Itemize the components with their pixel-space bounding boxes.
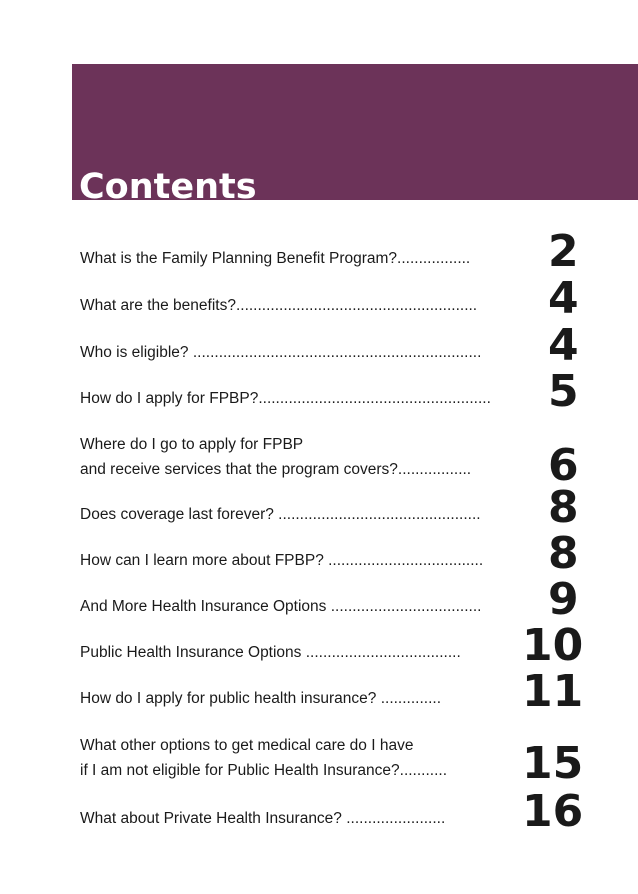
toc-entry-line: What about Private Health Insurance? .......................	[80, 810, 446, 827]
toc-entry-title	[80, 293, 477, 318]
toc-entry-title	[80, 432, 471, 482]
toc-entry-title	[80, 386, 491, 411]
toc-entry-line: and receive services that the program covers?.................	[80, 461, 472, 478]
toc-entry-line: if I am not eligible for Public Health Insurance?...........	[80, 762, 448, 779]
toc-entry-title	[80, 806, 445, 831]
toc-page-number: 9	[548, 574, 579, 625]
toc-page-number: 15	[522, 738, 584, 789]
toc-entry-line: How can I learn more about FPBP? ....................................	[80, 552, 484, 569]
toc-entry-line: And More Health Insurance Options ...................................	[80, 598, 482, 615]
toc-page-number: 4	[548, 273, 579, 324]
toc-entry-title	[80, 594, 481, 619]
toc-entry-line: How do I apply for FPBP?......................................................	[80, 390, 491, 407]
toc-entry-line: Public Health Insurance Options ....................................	[80, 644, 461, 661]
toc-entry-title	[80, 733, 447, 783]
toc-entry-line: What is the Family Planning Benefit Program?.................	[80, 250, 471, 267]
toc-entry-line: What other options to get medical care do I have	[80, 737, 414, 754]
toc-entry-line: What are the benefits?........................................................	[80, 297, 478, 314]
toc-entry-title	[80, 686, 441, 711]
toc-page-number: 10	[522, 620, 584, 671]
toc-entry-title	[80, 246, 470, 271]
toc-page-number: 5	[548, 366, 579, 417]
toc-entry-title	[80, 640, 461, 665]
toc-page-number: 2	[548, 226, 579, 277]
toc-entry-title	[80, 502, 481, 527]
table-of-contents	[80, 0, 600, 894]
toc-entry-title	[80, 548, 483, 573]
page-title: Contents	[79, 167, 257, 200]
toc-page-number: 8	[548, 528, 579, 579]
toc-page-number: 11	[522, 666, 584, 717]
toc-entry-line: Who is eligible? ...................................................................	[80, 344, 482, 361]
toc-entry-title	[80, 340, 481, 365]
toc-entry-line: Where do I go to apply for FPBP	[80, 436, 304, 453]
toc-page-number: 8	[548, 482, 579, 533]
toc-page-number: 4	[548, 320, 579, 371]
toc-page-number: 6	[548, 440, 579, 491]
toc-entry-line: How do I apply for public health insurance? ..............	[80, 690, 441, 707]
toc-entry-line: Does coverage last forever? ...............................................	[80, 506, 481, 523]
toc-page-number: 16	[522, 786, 584, 837]
